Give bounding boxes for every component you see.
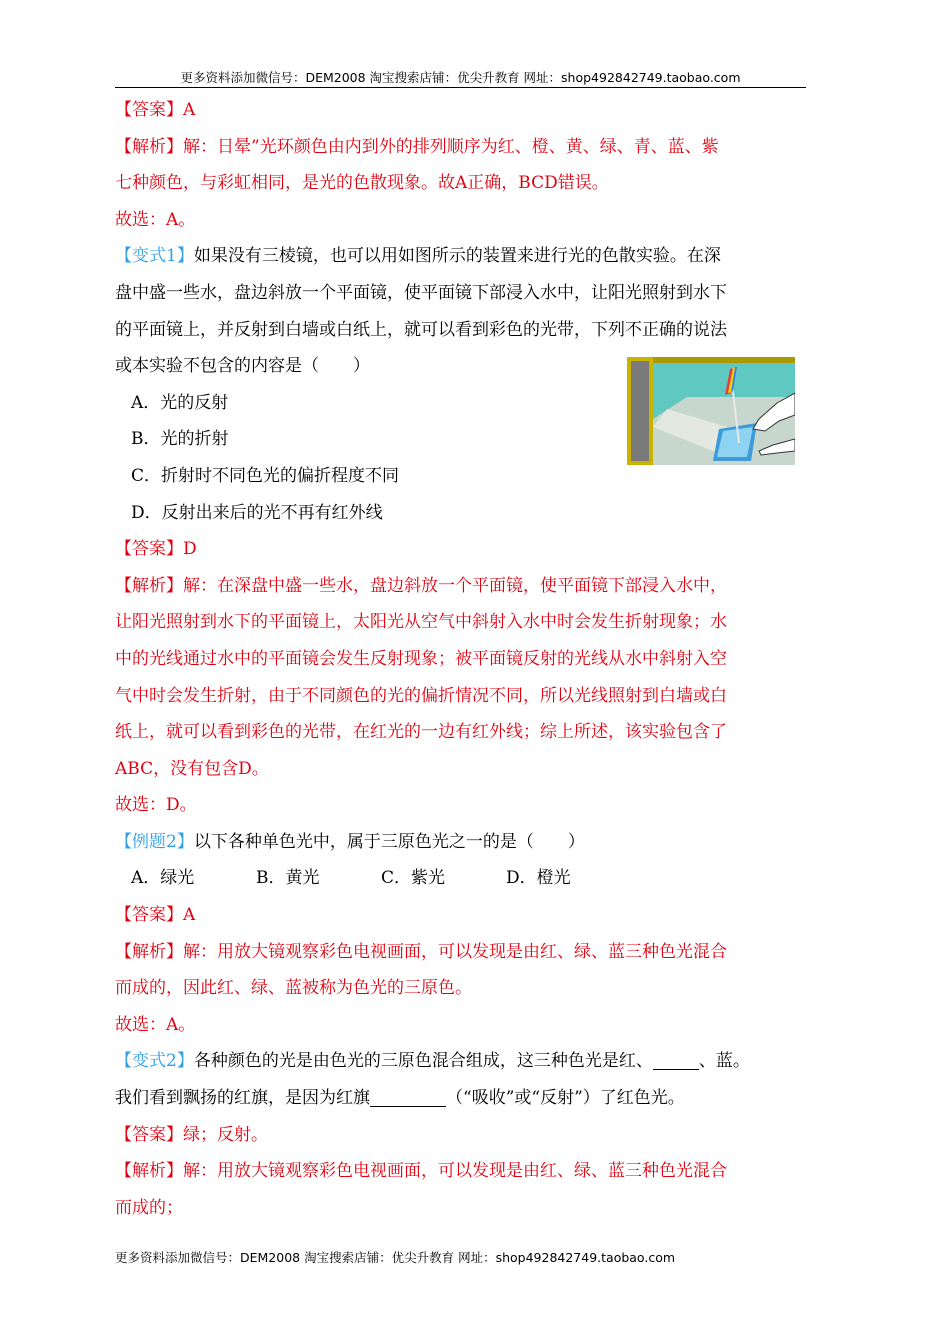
analysis-text: 解：在深盘中盛一些水，盘边斜放一个平面镜，使平面镜下部浸入水中， xyxy=(183,575,727,596)
answer-line xyxy=(115,531,806,568)
choice-line: 故选：D。 xyxy=(115,795,197,816)
option-d: D．橙光 xyxy=(506,868,571,889)
answer-line xyxy=(115,1117,806,1154)
analysis-line: 让阳光照射到水下的平面镜上，太阳光从空气中斜射入水中时会发生折射现象；水 xyxy=(115,612,727,633)
question-text: 、蓝。 xyxy=(698,1051,750,1072)
header-divider xyxy=(115,87,806,88)
question-line xyxy=(115,1043,806,1080)
answer-value: D xyxy=(183,539,197,560)
option-a: A．光的反射 xyxy=(131,392,229,413)
answer-value: A xyxy=(183,905,196,926)
analysis-label: 【解析】 xyxy=(115,941,183,962)
choice-line: 故选：A。 xyxy=(115,209,196,230)
analysis-line: 而成的； xyxy=(115,1197,183,1218)
example2-label: 【例题2】 xyxy=(115,831,194,852)
answer-line xyxy=(115,92,806,129)
question-text: 各种颜色的光是由色光的三原色混合组成，这三种色光是红、 xyxy=(193,1051,653,1072)
page-header: 更多资料添加微信号：DEM2008 淘宝搜索店铺：优尖升教育 网址：shop492842749.taobao.com xyxy=(180,70,741,85)
answer-value: 绿；反射。 xyxy=(183,1124,268,1145)
analysis-line: 中的光线通过水中的平面镜会发生反射现象；被平面镜反射的光线从水中斜射入空 xyxy=(115,648,727,669)
choice-line: 故选：A。 xyxy=(115,1014,196,1035)
analysis-line: 而成的，因此红、绿、蓝被称为色光的三原色。 xyxy=(115,978,472,999)
analysis-line: ABC，没有包含D。 xyxy=(115,758,269,779)
question-line xyxy=(115,824,806,861)
answer-line xyxy=(115,897,806,934)
dispersion-experiment-figure xyxy=(627,357,795,465)
analysis-text: 解：用放大镜观察彩色电视画面，可以发现是由红、绿、蓝三种色光混合 xyxy=(183,1161,727,1182)
variant2-label: 【变式2】 xyxy=(115,1051,194,1072)
analysis-label: 【解析】 xyxy=(115,1161,183,1182)
analysis-line xyxy=(115,129,806,166)
answer-label: 【答案】 xyxy=(115,905,183,926)
question-text: （“吸收”或“反射”）了红色光。 xyxy=(446,1088,685,1109)
question-text: 以下各种单色光中，属于三原色光之一的是（ ） xyxy=(193,831,585,852)
analysis-line: 七种颜色，与彩虹相同，是光的色散现象。故A正确，BCD错误。 xyxy=(115,173,609,194)
option-d: D．反射出来后的光不再有红外线 xyxy=(131,502,383,523)
question-text: 如果没有三棱镜，也可以用如图所示的装置来进行光的色散实验。在深 xyxy=(193,246,721,267)
analysis-text: 解：用放大镜观察彩色电视画面，可以发现是由红、绿、蓝三种色光混合 xyxy=(183,941,727,962)
analysis-line: 纸上，就可以看到彩色的光带，在红光的一边有红外线；综上所述，该实验包含了 xyxy=(115,722,727,743)
question-text: 我们看到飘扬的红旗，是因为红旗 xyxy=(115,1088,370,1109)
top-frame xyxy=(653,357,795,363)
analysis-line: 气中时会发生折射，由于不同颜色的光的偏折情况不同，所以光线照射到白墙或白 xyxy=(115,685,727,706)
analysis-label: 【解析】 xyxy=(115,136,183,157)
fill-blank[interactable] xyxy=(653,1045,699,1070)
page-footer: 更多资料添加微信号：DEM2008 淘宝搜索店铺：优尖升教育 网址：shop492842749.taobao.com xyxy=(115,1250,676,1265)
document-body xyxy=(115,92,806,1226)
option-c: C．紫光 xyxy=(381,868,446,889)
answer-label: 【答案】 xyxy=(115,539,183,560)
option-a: A．绿光 xyxy=(131,868,195,889)
window-glass xyxy=(631,361,649,461)
answer-value: A xyxy=(183,100,196,120)
analysis-line xyxy=(115,1153,806,1190)
question-line: 的平面镜上，并反射到白墙或白纸上，就可以看到彩色的光带，下列不正确的说法 xyxy=(115,319,727,340)
analysis-line xyxy=(115,934,806,971)
question-line xyxy=(115,238,806,275)
option-b: B．光的折射 xyxy=(131,429,229,450)
question-line: 盘中盛一些水，盘边斜放一个平面镜，使平面镜下部浸入水中，让阳光照射到水下 xyxy=(115,282,727,303)
question-line: 或本实验不包含的内容是（ ） xyxy=(115,356,370,377)
option-c: C．折射时不同色光的偏折程度不同 xyxy=(131,465,400,486)
options-row xyxy=(115,860,806,897)
question-line xyxy=(115,1080,806,1117)
analysis-label: 【解析】 xyxy=(115,575,183,596)
analysis-line xyxy=(115,568,806,605)
answer-label: 【答案】 xyxy=(115,100,183,120)
fill-blank[interactable] xyxy=(370,1082,446,1107)
variant1-label: 【变式1】 xyxy=(115,246,194,267)
answer-label: 【答案】 xyxy=(115,1124,183,1145)
analysis-text: 解：日晕”光环颜色由内到外的排列顺序为红、橙、黄、绿、青、蓝、紫 xyxy=(183,136,719,157)
option-b: B．黄光 xyxy=(256,868,320,889)
